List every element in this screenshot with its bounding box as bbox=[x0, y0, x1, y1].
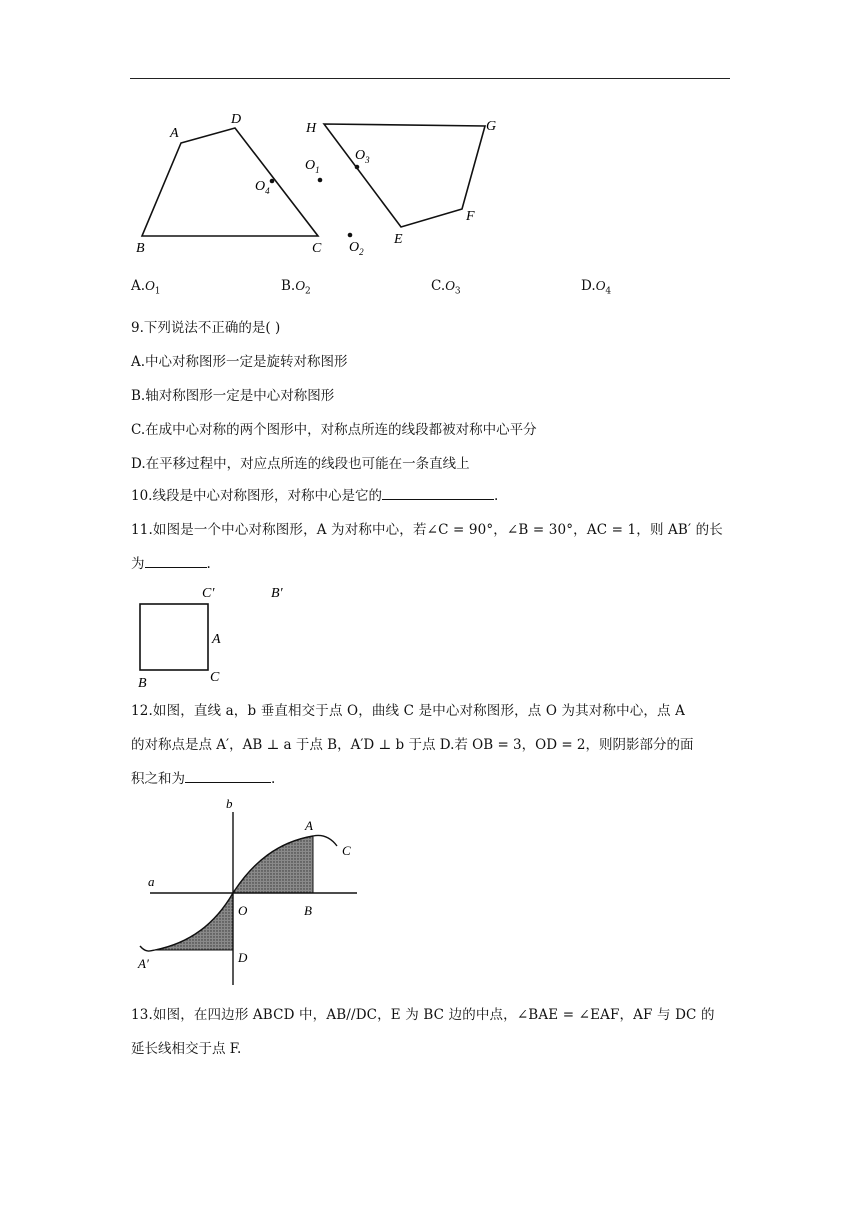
q12-line1: 12.如图，直线 a，b 垂直相交于点 O，曲线 C 是中心对称图形，点 O 为其对称中心，点 A bbox=[131, 703, 686, 719]
q9-option-c[interactable]: C.在成中心对称的两个图形中，对称点所连的线段都被对称中心平分 bbox=[131, 422, 537, 438]
label-o: O bbox=[238, 903, 248, 918]
label-a-point: A bbox=[305, 818, 313, 833]
header-rule bbox=[130, 78, 730, 79]
label-a-axis: a bbox=[148, 874, 155, 889]
square-shape bbox=[140, 604, 208, 670]
q10-line: 10.线段是中心对称图形，对称中心是它的 . bbox=[131, 484, 498, 504]
figure-square-q11 bbox=[128, 580, 298, 692]
label-c-curve: C bbox=[342, 843, 351, 858]
q8-option-b[interactable]: $B.O_2$ bbox=[281, 278, 311, 297]
q9-option-d[interactable]: D.在平移过程中，对应点所连的线段也可能在一条直线上 bbox=[131, 456, 470, 472]
label-b-point: B bbox=[304, 903, 312, 918]
label-a: A bbox=[212, 632, 221, 647]
q11-line2: 为 . bbox=[131, 552, 211, 572]
q8-option-d[interactable]: $D.O_4$ bbox=[581, 278, 612, 297]
label-o4: $O_4$ bbox=[255, 179, 270, 196]
label-o1: $O_1$ bbox=[305, 158, 320, 175]
label-g: G bbox=[486, 119, 497, 134]
q11-answer-blank[interactable] bbox=[145, 553, 207, 568]
figure-curve-q12 bbox=[128, 795, 368, 990]
label-e: E bbox=[394, 232, 403, 247]
point-o1 bbox=[318, 178, 323, 183]
q9-option-a[interactable]: A.中心对称图形一定是旋转对称图形 bbox=[131, 354, 348, 370]
q8-option-a[interactable]: $A.O_1$ bbox=[131, 278, 161, 297]
shaded-region-lower bbox=[155, 893, 233, 950]
q10-answer-blank[interactable] bbox=[382, 485, 494, 500]
label-a: A bbox=[170, 126, 179, 141]
point-o4 bbox=[270, 179, 275, 184]
q9-option-b[interactable]: B.轴对称图形一定是中心对称图形 bbox=[131, 388, 335, 404]
quadrilateral-hgfe bbox=[324, 124, 485, 227]
label-o3: $O_3$ bbox=[355, 148, 370, 165]
shaded-region-upper bbox=[233, 836, 313, 893]
label-a-prime: A′ bbox=[138, 956, 149, 971]
q13-line1: 13.如图，在四边形 ABCD 中，AB//DC，E 为 BC 边的中点，∠BAE = ∠EAF，AF 与 DC 的 bbox=[131, 1007, 715, 1023]
q12-line3: 积之和为 . bbox=[131, 767, 275, 787]
label-b: B bbox=[138, 676, 147, 691]
label-d: D bbox=[238, 950, 248, 965]
label-o2: $O_2$ bbox=[349, 240, 364, 257]
label-c-prime: C′ bbox=[202, 586, 215, 601]
q8-option-c[interactable]: $C.O_3$ bbox=[431, 278, 461, 297]
label-d: D bbox=[231, 112, 242, 127]
label-c: C bbox=[312, 241, 322, 256]
label-c: C bbox=[210, 670, 220, 685]
label-b-axis: b bbox=[226, 796, 233, 811]
point-o3 bbox=[355, 165, 360, 170]
q12-line2: 的对称点是点 A′，AB ⊥ a 于点 B，A′D ⊥ b 于点 D.若 OB = 3，OD = 2，则阴影部分的面 bbox=[131, 737, 694, 753]
label-b: B bbox=[136, 241, 145, 256]
label-b-prime: B′ bbox=[271, 586, 283, 601]
q9-stem: 9.下列说法不正确的是( ) bbox=[131, 320, 281, 336]
label-h: H bbox=[306, 121, 317, 136]
quadrilateral-abcd bbox=[142, 128, 318, 236]
q13-line2: 延长线相交于点 F. bbox=[131, 1041, 242, 1057]
q11-line1: 11.如图是一个中心对称图形，A 为对称中心，若∠C = 90°，∠B = 30°，AC = 1，则 AB′ 的长 bbox=[131, 522, 723, 538]
point-o2 bbox=[348, 233, 353, 238]
figure-quadrilaterals bbox=[128, 105, 508, 263]
label-f: F bbox=[466, 209, 475, 224]
q12-answer-blank[interactable] bbox=[185, 768, 271, 783]
